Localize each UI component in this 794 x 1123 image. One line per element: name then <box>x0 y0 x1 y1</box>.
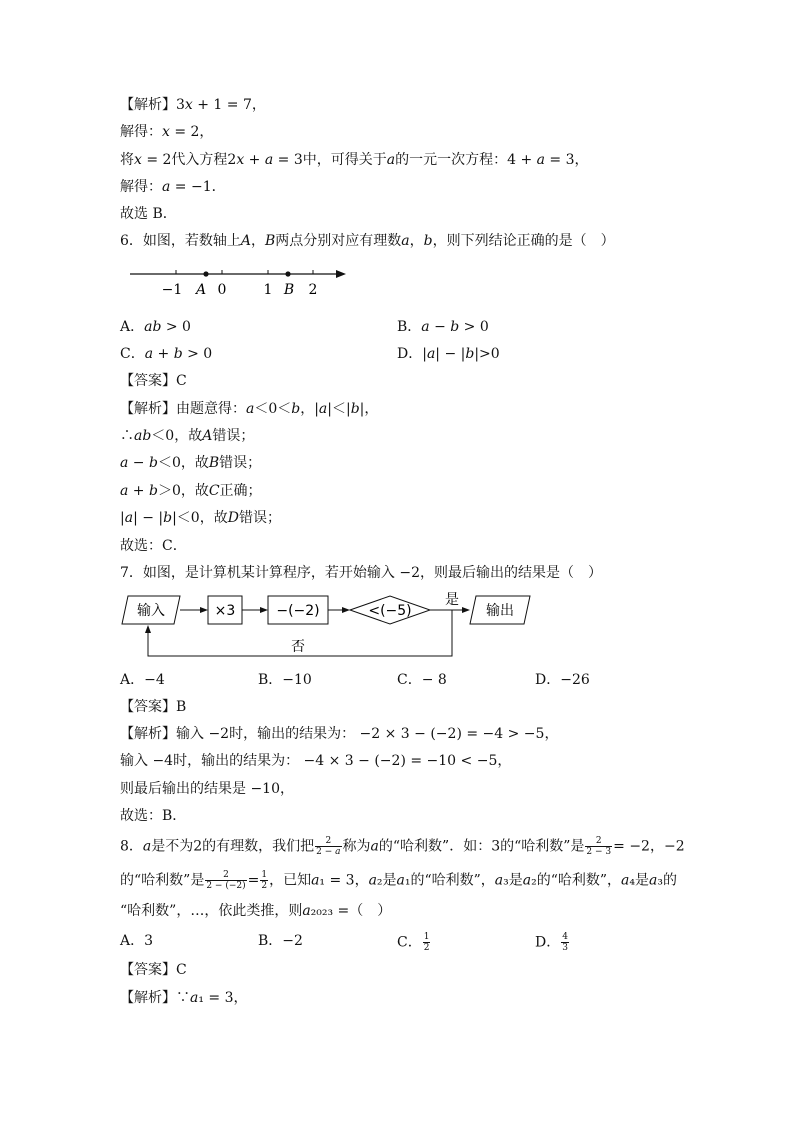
minus-label: −(−2) <box>276 603 320 619</box>
q7-answer: 【答案】B <box>120 699 187 715</box>
harris-fraction: $\frac{2}{\text{2 − 𝑎}}$ <box>316 836 341 857</box>
tick-label-0: 0 <box>217 282 227 298</box>
point-b-label: 𝐵 <box>283 282 295 298</box>
q8-option-c: C． $\frac{1}{2}$ <box>397 932 430 953</box>
tick-label-2: 2 <box>308 282 318 298</box>
example-fraction-minus-2: $\frac{2}{2 - (-2)}$ <box>206 870 246 891</box>
q7-option-a: A．−4 <box>120 672 165 688</box>
q7-solution-line-2: 输入 −4时，输出的结果为： −4 × 3 − (−2) = −10 < −5， <box>120 753 512 769</box>
times-three-label: ×3 <box>214 603 236 619</box>
q8-option-a: A．3 <box>120 933 154 949</box>
number-line-arrow <box>336 270 346 278</box>
point-a-label: 𝐴 <box>195 282 207 298</box>
q5-solution-line-4: 解得：𝑎 = −1． <box>120 179 226 195</box>
q8-option-b: B．−2 <box>258 933 303 949</box>
no-label: 否 <box>291 639 305 655</box>
q6-solution-line-1: 【解析】由题意得：𝑎＜0＜𝑏，|𝑎|＜|𝑏|， <box>120 401 379 417</box>
q6-solution-line-4: 𝑎 + 𝑏＞0，故𝐶正确； <box>120 483 262 499</box>
option-d-fraction: $\frac{4}{3}$ <box>562 932 568 953</box>
q6-option-c: C．𝑎 + 𝑏 > 0 <box>120 346 213 362</box>
q5-solution-line-2: 解得：𝑥 = 2， <box>120 124 214 140</box>
option-c-fraction: $\frac{1}{2}$ <box>423 932 430 953</box>
point-b-dot <box>285 271 290 276</box>
q8-solution-line-1: 【解析】∵𝑎₁ = 3， <box>120 990 248 1006</box>
question-6-stem: 6．如图，若数轴上𝐴，𝐵两点分别对应有理数𝑎，𝑏，则下列结论正确的是（ ） <box>120 233 615 249</box>
tick-label-1: 1 <box>263 282 273 298</box>
compare-label: <(−5) <box>368 603 412 619</box>
q6-option-b: B．𝑎 − 𝑏 > 0 <box>397 319 489 335</box>
q7-option-c: C．− 8 <box>397 672 447 688</box>
point-a-dot <box>203 271 208 276</box>
tick-label-minus-1: −1 <box>161 282 183 298</box>
q8-text-2c: ，已知𝑎₁ = 3，𝑎₂是𝑎₁的“哈利数”，𝑎₃是𝑎₂的“哈利数”，𝑎₄是𝑎₃的 <box>269 872 677 889</box>
number-line-figure <box>126 262 356 300</box>
example-fraction-3: $\frac{2}{2 - 3}$ <box>586 836 612 857</box>
q6-solution-line-5: |𝑎| − |𝑏|＜0，故𝐷错误； <box>120 510 281 526</box>
input-label: 输入 <box>137 603 165 619</box>
question-8-stem-line-2 <box>120 870 677 891</box>
q8-text-1b: 称为𝑎的“哈利数”．如：3的“哈利数”是 <box>342 838 585 855</box>
q5-solution-line-3: 将𝑥 = 2代入方程2𝑥 + 𝑎 = 3中，可得关于𝑎的一元一次方程：4 + 𝑎 = 3， <box>120 152 589 168</box>
yes-label: 是 <box>445 592 459 608</box>
q8-text-2b: = <box>247 872 260 889</box>
q7-solution-line-1: 【解析】输入 −2时，输出的结果为： −2 × 3 − (−2) = −4 > −5， <box>120 726 559 742</box>
question-7-stem: 7．如图，是计算机某计算程序，若开始输入 −2，则最后输出的结果是（ ） <box>120 565 602 581</box>
q7-choice-line: 故选：B． <box>120 808 187 824</box>
question-8-stem-line-3: “哈利数”，…，依此类推，则𝑎₂₀₂₃ =（ ） <box>120 903 392 919</box>
q8-text-1a: 8．𝑎是不为2的有理数，我们把 <box>120 838 315 855</box>
q7-option-b: B．−10 <box>258 672 312 688</box>
q6-solution-line-2: ∴𝑎𝑏＜0，故𝐴错误； <box>120 428 255 444</box>
q7-option-d: D．−26 <box>535 672 590 688</box>
q8-text-1c: = −2，−2 <box>613 838 685 855</box>
half-fraction: $\frac{1}{2}$ <box>261 870 268 891</box>
q6-solution-line-3: 𝑎 − 𝑏＜0，故𝐵错误； <box>120 455 262 471</box>
q6-option-d: D．|𝑎| − |𝑏|>0 <box>397 346 500 362</box>
q5-choice-line: 故选 B． <box>120 206 177 222</box>
flowchart-figure <box>118 588 538 660</box>
q6-answer: 【答案】C <box>120 373 187 389</box>
q8-answer: 【答案】C <box>120 962 187 978</box>
q6-choice-line: 故选：C． <box>120 538 187 554</box>
q5-solution-line-1: 【解析】3𝑥 + 1 = 7， <box>120 97 266 113</box>
q8-option-d: D． $\frac{4}{3}$ <box>535 932 568 953</box>
q8-text-2a: 的“哈利数”是 <box>120 872 205 889</box>
output-label: 输出 <box>486 603 514 619</box>
q6-option-a: A．𝑎𝑏 > 0 <box>120 319 191 335</box>
q7-solution-line-3: 则最后输出的结果是 −10， <box>120 781 294 797</box>
question-8-stem-line-1 <box>120 836 685 857</box>
